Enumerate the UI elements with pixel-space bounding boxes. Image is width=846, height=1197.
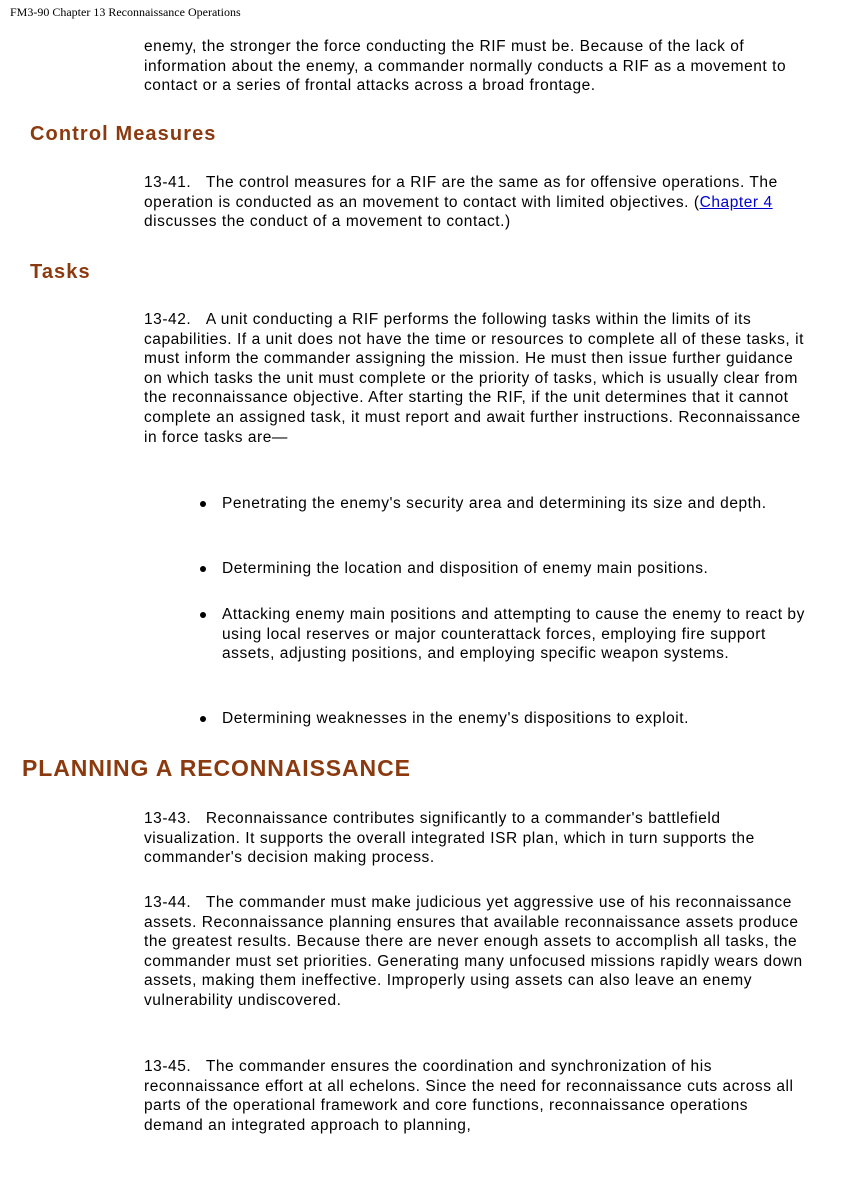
- page-header: FM3-90 Chapter 13 Reconnaissance Operations: [10, 5, 241, 19]
- paragraph-13-41: [144, 173, 808, 232]
- intro-paragraph: enemy, the stronger the force conducting the RIF must be. Because of the lack of information about the enemy, a commander normally conducts a RIF as a movement to contact or a series of frontal attacks across a broad frontage.: [144, 38, 787, 95]
- bullet-icon: [200, 612, 206, 618]
- section-heading-control-measures: Control Measures: [30, 123, 217, 145]
- paragraph-13-42: 13-42. A unit conducting a RIF performs the following tasks within the limits of its capabilities. If a unit does not have the time or resources to complete all of these tasks, it must inform the commander assigning the mission. He must then issue further guidance on which tasks the unit must complete or the priority of tasks, which is usually clear from the reconnaissance objective. After starting the RIF, if the unit determines that it cannot complete an assigned task, it must report and await further instructions. Reconnaissance in force tasks are—: [144, 311, 804, 446]
- paragraph-13-41-tail: discusses the conduct of a movement to contact.): [144, 213, 511, 231]
- paragraph-13-45: 13-45. The commander ensures the coordination and synchronization of his reconnaissance effort at all echelons. Since the need for reconnaissance cuts across all parts of the operational framework and core functions, reconnaissance operations demand an integrated approach to planning,: [144, 1058, 794, 1134]
- list-item: Attacking enemy main positions and attempting to cause the enemy to react by using local reserves or major counterattack forces, employing fire support assets, adjusting positions, and employing specific weapon systems.: [222, 606, 805, 663]
- list-item: Determining weaknesses in the enemy's dispositions to exploit.: [222, 710, 689, 727]
- bullet-icon: [200, 716, 206, 722]
- paragraph-13-41-text: 13-41. The control measures for a RIF are the same as for offensive operations. The operation is conducted as an movement to contact with limited objectives. (: [144, 174, 778, 211]
- list-item: Determining the location and disposition of enemy main positions.: [222, 560, 709, 577]
- section-heading-planning: PLANNING A RECONNAISSANCE: [22, 755, 411, 781]
- paragraph-13-44: 13-44. The commander must make judicious yet aggressive use of his reconnaissance assets. Reconnaissance planning ensures that available reconnaissance assets produce the greatest results. Because there are never enough assets to accomplish all tasks, the commander must set priorities. Generating many unfocused missions rapidly wears down assets, making them ineffective. Improperly using assets can also leave an enemy vulnerability undiscovered.: [144, 894, 803, 1009]
- bullet-icon: [200, 566, 206, 572]
- bullet-icon: [200, 501, 206, 507]
- chapter-4-link[interactable]: Chapter 4: [699, 193, 773, 211]
- paragraph-13-43: 13-43. Reconnaissance contributes significantly to a commander's battlefield visualization. It supports the overall integrated ISR plan, which in turn supports the commander's decision making process.: [144, 810, 755, 867]
- list-item: Penetrating the enemy's security area and determining its size and depth.: [222, 495, 767, 512]
- section-heading-tasks: Tasks: [30, 261, 91, 283]
